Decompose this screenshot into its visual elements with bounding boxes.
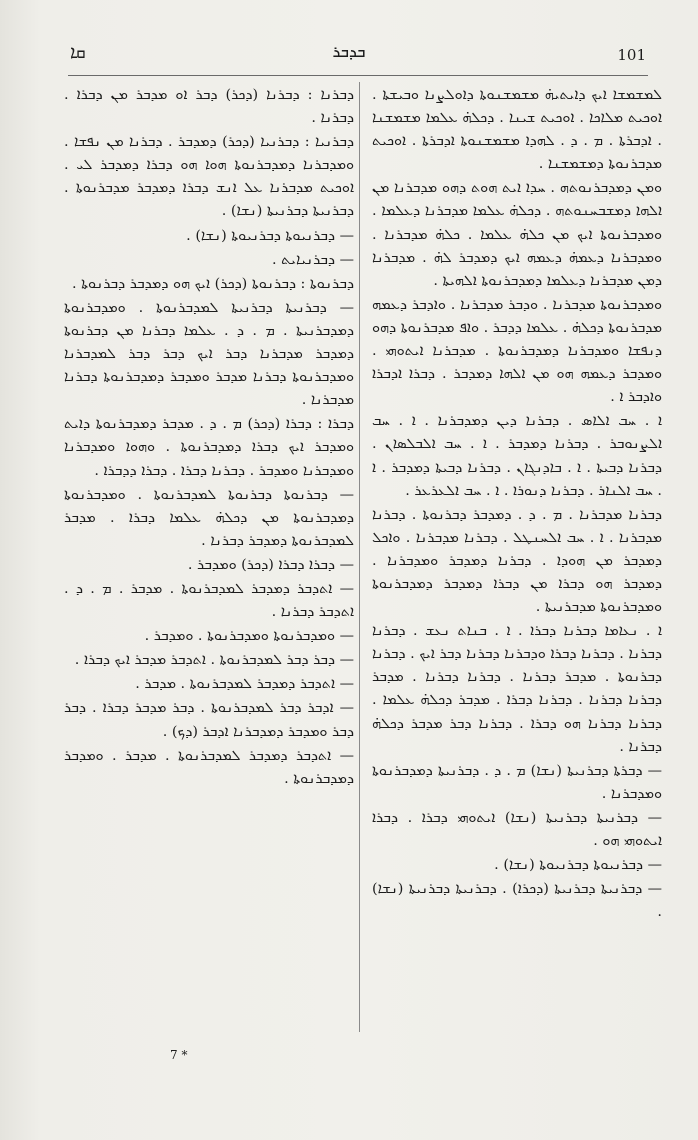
syriac-page-number: ܩܐ bbox=[70, 42, 86, 63]
dictionary-entry: ܘܡܕܒܪܢܘܬܐ ܡܕܒܪܢܐ . ܘܕܒܪ ܡܕܒܪܢܐ . ܘܐܕܒܪ ܕܥܡܗ ܡܕܒܪܢܘܬܐ ܕܟܠܗ̇ . ܥܠܡܐ ܕܕܒܪ . ܘܐܦ ܡܕܒܪܢܘܬܐ ܕܗܘ ܕܢܦܫܐ ܘܡܕܒܪܢܐ ܕܡܕܒܪܢܘܬܐ . ܡܕܒܪܢܐ ܐܝܬܘܗܝ . ܘܡܕܒܪ ܕܥܡܗ ܗܘ ܡܢ ܐܠܗܐ ܕܡܕܒܪ . ܕܒܪܐ ܐܕܒܪܐ ܘܐܕܒܪ ܐ . bbox=[372, 296, 662, 406]
dictionary-entry: — ܐܬܕܒܪ ܕܡܕܒܪ ܠܡܕܒܪܢܘܬܐ . ܡܕܒܪ . bbox=[135, 676, 354, 693]
dictionary-entry: — ܕܒܪ ܕܒܪ ܠܡܕܒܪܢܘܬܐ . ܐܬܕܒܪ ܡܕܒܪ ܐܝܟ ܕܒܪܐ . bbox=[74, 652, 354, 669]
dictionary-entry: — ܕܒܪܢܝܘܬܐ ܕܒܪܢܝܘܬܐ (ܢܫܐ) . bbox=[494, 857, 662, 874]
dictionary-entry: — ܕܒܪܬܐ ܕܒܪܢܝܬܐ (ܢܫܐ) ܡ . ܕ . ܕܒܪܢܝܬܐ ܕܡܕܒܪܢܘܬܐ ܘܡܕܒܪܢܐ . bbox=[372, 762, 662, 802]
dictionary-entry: ܕܒܪܐ : ܕܒܪܐ (ܕܟܪ) ܡ . ܕ . ܡܕܒܪ ܕܡܕܒܪܢܘܬܐ ܕܐܝܬ ܘܡܕܒܪ ܐܝܟ ܕܒܪܐ ܕܡܕܒܪܢܘܬܐ . ܘܗܘܐ ܘܡܕܒܪܢܐ ܘܡܕܒܪܢܐ ܘܡܕܒܪ . ܕܒܪܢܐ ܕܒܪܐ . ܕܒܪܐ ܕܕܒܪܐ . bbox=[64, 416, 354, 479]
dictionary-entry: ܠܡܫܡܫܐ ܐܝܟ ܕܐܝܬܝܗ̇ ܡܫܡܫܢܘܬܐ ܕܐܘܠܨܢܐ ܘܒܝܫܬܐ . ܐܘܟܝܬ ܡܠܐܟܐ . ܐܘܟܝܬ ܫܝܢܐ . ܕܟܠܗ̇ ܥܠܡܐ ܡܫܡܫܢܐ . ܐܕܒܪܬܐ . ܡ . ܕ . ܠܗܕܐ ܡܫܡܫܢܘܬܐ ܐܕܒܪܬܐ . ܐܘܟܝܬ ܡܕܒܪܢܘܬܐ ܕܡܫܡܫܢܐ . bbox=[372, 87, 662, 173]
signature-mark: 7 * bbox=[170, 1048, 188, 1062]
column-divider bbox=[359, 82, 360, 1032]
left-column bbox=[64, 84, 354, 792]
dictionary-entry: ܕܒܪܢܝܐ : ܕܒܪܢܝܐ (ܕܟܪ) ܕܡܕܒܪ . ܕܒܪܢܐ ܡܢ ܢܦܫܐ . ܘܡܕܒܪܢܐ ܕܡܕܒܪܢܘܬܐ ܗܘܐ ܗܘ ܕܒܪܐ ܕܡܕܒܪ ܠܝ . ܐܘܟܝܬ ܡܕܒܪܢܐ ܥܠ ܐܢܫ ܕܒܪܐ ܕܡܕܒܪ ܡܕܒܪܢܘܬܐ . ܕܒܪܢܝܬܐ ܕܒܪܢܝܬܐ (ܢܫܐ) . bbox=[64, 134, 354, 220]
dictionary-entry: ܐ . ܚܒ ܐܠܐܣ . ܕܒܪܢܐ ܕܝܢ ܕܡܕܒܪܢܐ . ܐ . ܚܒ ܐܠܨܢܘܒܪ . ܕܒܪܢܐ ܕܡܕܒܪ . ܐ . ܚܒ ܐܠܒܠܣܐܢ . ܕܒܪܢܐ ܕܒܝܬܐ . ܐ . ܒܐܕܢܓܐܢ . ܕܒܪܢܐ ܕܒܝܬܐ ܕܡܕܒܪ . ܐ . ܚܒ ܐܠܢܐܪ . ܕܒܪܢܐ ܕܢܘܪܐ . ܐ . ܚܒ ܐܠܥܪܥܪ . bbox=[372, 413, 662, 499]
page-header bbox=[0, 34, 698, 74]
dictionary-entry: — ܘܡܕܒܪܢܘܬܐ ܘܡܕܒܪܢܘܬܐ . ܘܡܕܒܪ . bbox=[144, 628, 354, 645]
page-number: 101 bbox=[617, 46, 646, 64]
dictionary-entry: — ܕܒܪܢܝܬܐ ܕܒܪܢܝܬܐ (ܕܟܪܐ) . ܕܒܪܢܝܬܐ ܕܒܪܢܝܬܐ (ܢܫܐ) . bbox=[372, 881, 662, 921]
dictionary-entry: — ܕܒܪܢܝܬܐ ܕܒܪܢܝܬܐ ܠܡܕܒܪܢܘܬܐ . ܘܡܕܒܪܢܘܬܐ ܕܡܕܒܪܢܝܬܐ . ܡ . ܕ . ܥܠܡܐ ܕܒܪܢܐ ܡܢ ܕܒܪܢܘܬܐ ܕܡܕܒܪ ܡܕܒܪܢܐ ܕܒܪ ܐܝܟ ܕܒܪ ܕܒܪ ܠܡܕܒܪܢܐ ܘܡܕܒܪܢܘܬܐ ܕܒܪܢܐ ܡܕܒܪ ܘܡܕܒܪ ܕܡܕܒܪܢܘܬܐ ܕܒܪܢܐ ܡܕܒܪܢܐ . bbox=[64, 299, 354, 409]
header-rule bbox=[68, 75, 648, 76]
dictionary-entry: — ܐܬܕܒܪ ܕܡܕܒܪ ܠܡܕܒܪܢܘܬܐ . ܡܕܒܪ . ܡ . ܕ . ܐܬܕܒܪ ܕܒܪܢܐ . bbox=[64, 580, 354, 621]
right-column bbox=[372, 84, 662, 925]
dictionary-entry: ܕܒܪܢܘܬܐ : ܕܒܪܢܘܬܐ (ܕܟܪ) ܐܝܟ ܗܘ ܕܡܕܒܪ ܕܒܪܢܘܬܐ . bbox=[71, 275, 354, 292]
dictionary-entry: — ܕܒܪܢܝܐܝܬ . bbox=[271, 251, 354, 268]
dictionary-entry: — ܕܒܪܢܝܬܐ ܕܒܪܢܝܬܐ (ܢܫܐ) ܐܝܬܘܗܝ ܕܒܪܐ . ܕܒܪܐ ܐܝܬܘܗܝ ܗܘ . bbox=[372, 809, 662, 849]
dictionary-entry: — ܐܕܒܪ ܕܒܪ ܠܡܕܒܪܢܘܬܐ . ܕܒܪ ܡܕܒܪ ܕܒܪܐ . ܕܒܪ ܕܒܪ ܘܡܕܒܪ ܕܡܕܒܪܢܐ ܐܕܒܪ (ܕܟ) . bbox=[64, 700, 354, 740]
dictionary-entry: — ܕܒܪܢܝܘܬܐ ܕܒܪܢܝܘܬܐ (ܢܫܐ) . bbox=[186, 227, 354, 244]
dictionary-entry: — ܕܒܪܢܘܬܐ ܕܒܪܢܘܬܐ ܠܡܕܒܪܢܘܬܐ . ܘܡܕܒܪܢܘܬܐ ܕܡܕܒܪܢܘܬܐ ܡܢ ܕܟܠܗ̇ ܥܠܡܐ ܕܒܪܐ . ܡܕܒܪ ܠܡܕܒܪܢܘܬܐ ܕܡܕܒܪ ܕܒܪܢܐ . bbox=[64, 486, 354, 549]
dictionary-entry: — ܕܒܪܐ ܕܒܪܐ (ܕܟܪ) ܘܡܕܒܪ . bbox=[187, 556, 354, 573]
dictionary-entry: ܐ . ܢܥܐܡܐ ܕܒܪܢܐ ܕܒܪܐ . ܐ . ܒܢܐܬ ܢܥܫ . ܕܒܪܢܐ ܕܒܪܢܐ . ܕܒܪܢܐ ܕܒܪܐ ܘܕܒܪܢܐ ܕܒܪܢܐ ܕܒܪ ܐܝܟ . ܕܒܪܢܐ ܕܒܪܢܘܬܐ . ܡܕܒܪ ܕܒܪܢܐ . ܕܒܪܢܐ ܕܒܪܢܐ . ܡܕܒܪ ܕܒܪܢܐ ܕܒܪܢܐ . ܕܒܪܢܐ ܕܒܪܐ . ܡܕܒܪ ܕܟܠܗ̇ ܥܠܡܐ . ܕܒܪܢܐ ܕܒܪܢܐ ܗܘ ܕܒܪܐ . ܕܒܪܢܐ ܕܒܪ ܡܕܒܪ ܕܟܠܗ̇ ܕܒܪܢܐ . bbox=[372, 623, 662, 755]
dictionary-entry: ܕܒܪܢܐ : ܕܒܪܢܐ (ܕܟܪ) ܕܒܪ ܐܘ ܡܕܒܪ ܡܢ ܕܒܪܐ . ܕܒܪܢܐ . bbox=[64, 87, 354, 127]
running-head: ܒܕܒܪ bbox=[332, 42, 366, 61]
dictionary-entry: ܘܡܢ ܕܡܕܒܪܢܘܬܗ . ܚܕܐ ܐܝܬ ܗܘܬ ܕܗܘ ܡܕܒܪܢܐ ܡܢ ܐܠܗܐ ܕܡܫܒܚܢܘܬܗ . ܕܟܠܗ̇ ܥܠܡܐ ܡܕܒܪܢܐ ܕܥܠܡܐ . ܘܡܕܒܪܢܘܬܐ ܐܝܟ ܡܢ ܟܠܗ̇ ܥܠܡܐ . ܟܠܗ̇ ܡܕܒܪܢܐ . ܘܡܕܒܪܢܐ ܕܥܡܗ̇ ܕܥܡܗ ܐܝܟ ܕܡܕܒܪ ܠܗ̇ . ܡܕܒܪܢܐ ܕܡܢ ܡܕܒܪܢܐ ܕܥܠܡܐ ܕܡܕܒܪܢܘܬܐ ܐܠܗܝܬܐ . bbox=[372, 180, 662, 289]
dictionary-entry: — ܐܬܕܒܪ ܕܡܕܒܪ ܠܡܕܒܪܢܘܬܐ . ܡܕܒܪ . ܘܡܕܒܪ ܕܡܕܒܪܢܘܬܐ . bbox=[64, 747, 354, 787]
dictionary-entry: ܕܒܪܢܐ ܡܕܒܪܢܐ . ܡ . ܕ . ܕܡܕܒܪ ܕܒܪܢܘܬܐ . ܕܒܪܢܐ ܡܕܒܪܢܐ . ܐ . ܚܒ ܐܠܚܢܛܠ . ܕܒܪܢܐ ܡܕܒܪܢܐ . ܘܐܟܠ ܕܡܕܒܪ ܡܢ ܗܘܕܐ . ܕܒܪܢܐ ܕܡܕܒܪ ܘܡܕܒܪܢܐ . ܕܡܕܒܪ ܗܘ ܕܒܪܐ ܡܢ ܕܒܪܐ ܕܡܕܒܪ ܕܡܕܒܪܢܘܬܐ ܘܡܕܒܪܢܘܬܐ ܡܕܒܪܢܝܬܐ . bbox=[372, 506, 662, 616]
